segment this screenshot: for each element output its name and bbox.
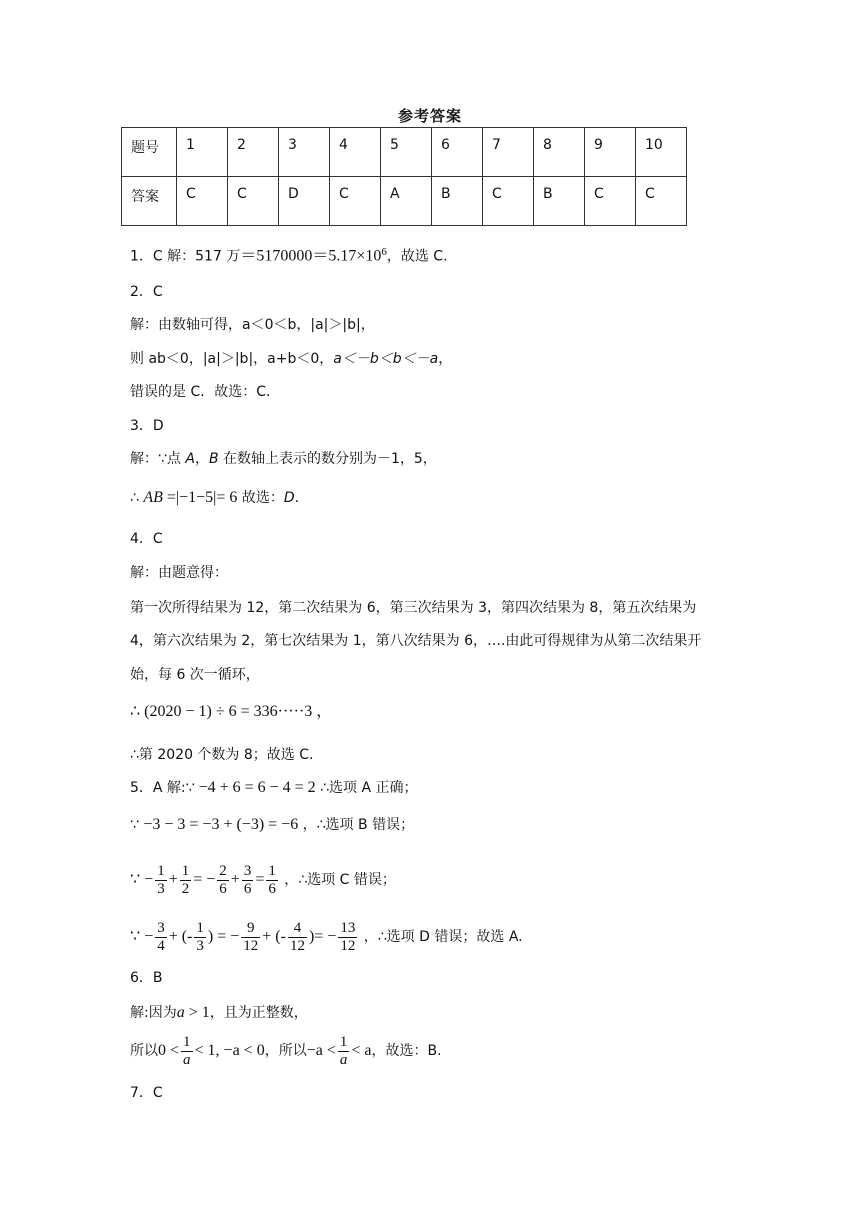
answer-cell: C [585, 177, 636, 226]
q5-eq-b: −3 − 3 = −3 + (−3) = −6 [143, 816, 299, 833]
fraction: $\frac{9}{12}$ [243, 919, 259, 954]
q2-head: 2．C [130, 284, 163, 300]
q3-choose: 故选： [237, 490, 284, 506]
q5-eq-a: −4 + 6 = 6 − 4 = 2 [194, 779, 316, 796]
q6-so-2: ，所以 [264, 1043, 307, 1059]
q5c-suffix: ，∴选项 C 错误； [279, 872, 396, 888]
q2-line-2c: ， [438, 351, 453, 367]
operator: = [255, 871, 265, 888]
q5-line-4 [130, 919, 523, 955]
q5-line-3 [130, 862, 396, 898]
question-number-cell: 10 [636, 128, 687, 177]
question-number-cell: 6 [432, 128, 483, 177]
table-row [122, 177, 687, 226]
q4-line-6: ∴第 2020 个数为 8；故选 C. [130, 747, 314, 763]
q6-ineq: > 1 [184, 1004, 210, 1021]
question-number-cell: 9 [585, 128, 636, 177]
q4-line-1: 解：由题意得： [130, 565, 228, 581]
q6-var-a: a [176, 1004, 185, 1021]
question-number-cell: 1 [177, 128, 228, 177]
fraction: $\frac{1}{a}$ [183, 1033, 191, 1068]
question-number-cell: 2 [228, 128, 279, 177]
page-title: 参考答案 [397, 107, 462, 125]
q6-line-1a: 解:因为 [130, 1005, 177, 1021]
answer-cell: C [483, 177, 534, 226]
answer-cell: C [228, 177, 279, 226]
q3-head: 3．D [130, 418, 164, 434]
q1-math: ＝5170000＝5.17×10 [240, 247, 382, 265]
q5-line-2 [130, 815, 414, 835]
q6-ineq-1: 0 < [158, 1042, 180, 1059]
fraction: $\frac{3}{6}$ [243, 862, 252, 897]
answer-cell: B [432, 177, 483, 226]
q3-line-1e: 在数轴上表示的数分别为－1，5， [218, 451, 437, 467]
q3-point-a: A [185, 451, 195, 467]
q5c-pre: ∵ − [130, 871, 154, 888]
fraction: $\frac{1}{3}$ [196, 919, 204, 954]
q4-line-5: ∴ (2020 − 1) ÷ 6 = 336·····3 ， [130, 703, 333, 720]
answer-cell: C [636, 177, 687, 226]
answer-cell: D [279, 177, 330, 226]
q6-choose: ，故选：B. [371, 1043, 442, 1059]
q5-line-1a: 5．A 解:∵ [130, 780, 195, 796]
q1-suffix: ，故选 C. [386, 248, 448, 265]
q4-line-4: 始，每 6 次一循环， [130, 667, 260, 683]
q3-equation: =|−1−5|= 6 [162, 489, 238, 506]
q4-line-3: 4，第六次结果为 2，第七次结果为 1，第八次结果为 6，….由此可得规律为从第二次结果开 [130, 633, 702, 649]
operator: + (- [168, 928, 193, 945]
q6-so: 所以 [130, 1043, 158, 1059]
q6-ineq-3: −a < [306, 1042, 336, 1059]
q4-head: 4．C [130, 531, 163, 547]
q6-line-2 [130, 1033, 442, 1069]
answer-cell: C [330, 177, 381, 226]
fraction: $\frac{3}{4}$ [157, 919, 165, 954]
q3-therefore: ∴ [130, 490, 144, 506]
q3-ab: AB [143, 489, 163, 506]
fraction: $\frac{1}{a}$ [339, 1033, 348, 1068]
q3-line-1 [130, 449, 437, 469]
q2-line-2 [130, 349, 452, 369]
operator: ) = − [207, 928, 240, 945]
question-number-cell: 3 [279, 128, 330, 177]
fraction: $\frac{1}{3}$ [157, 862, 165, 897]
q6-line-1d: ，且为正整数， [209, 1005, 308, 1021]
operator: = − [193, 871, 216, 888]
row-header-question: 题号 [122, 128, 177, 177]
q5-line-1 [130, 778, 418, 798]
q1-exponent: 6 [381, 246, 387, 258]
q3-answer: D [283, 490, 295, 506]
fraction: $\frac{2}{6}$ [219, 862, 227, 897]
q2-line-3: 错误的是 C．故选：C. [130, 384, 271, 400]
table-row [122, 128, 687, 177]
q5-line-1c: ∴选项 A 正确； [315, 780, 418, 796]
q3-line-1a: 解：∵点 [130, 451, 186, 467]
row-header-answer: 答案 [122, 177, 177, 226]
operator: + [230, 871, 240, 888]
question-number-cell: 7 [483, 128, 534, 177]
q2-line-1: 解：由数轴可得，a＜0＜b，|a|＞|b|， [130, 317, 375, 333]
q3-point-b: B [208, 451, 219, 467]
q3-line-2 [130, 488, 299, 508]
q4-line-2: 第一次所得结果为 12，第二次结果为 6，第三次结果为 3，第四次结果为 8，第五次结果为 [130, 600, 697, 616]
question-number-cell: 5 [381, 128, 432, 177]
q1-prefix: 1．C 解：517 万 [130, 248, 241, 265]
q2-line-2b: a＜－b＜b＜－a [333, 351, 439, 367]
q6-line-1 [130, 1003, 308, 1023]
q1-line [130, 242, 448, 267]
operator: + [168, 871, 178, 888]
fraction: $\frac{4}{12}$ [289, 919, 305, 954]
question-number-cell: 4 [330, 128, 381, 177]
q5d-pre: ∵ − [130, 928, 154, 945]
operator: + (- [262, 928, 286, 945]
answer-cell: A [381, 177, 432, 226]
q5-because: ∵ [130, 817, 144, 833]
q5-line-2c: ，∴选项 B 错误； [298, 817, 415, 833]
fraction: $\frac{1}{6}$ [268, 862, 276, 897]
fraction: $\frac{1}{2}$ [181, 862, 190, 897]
q7-head: 7．C [130, 1085, 163, 1101]
answer-cell: B [534, 177, 585, 226]
q3-line-1c: ， [194, 451, 209, 467]
q2-line-2a: 则 ab＜0，|a|＞|b|，a+b＜0， [130, 351, 334, 367]
q6-head: 6．B [130, 970, 163, 986]
operator: )= − [308, 928, 337, 945]
q3-period: . [294, 490, 300, 506]
question-number-cell: 8 [534, 128, 585, 177]
q6-ineq-2: < 1, −a < 0 [194, 1042, 265, 1059]
fraction: $\frac{13}{12}$ [340, 919, 356, 954]
answer-cell: C [177, 177, 228, 226]
answer-table [121, 127, 687, 226]
q6-ineq-4: < a [351, 1042, 372, 1059]
q5d-suffix: ，∴选项 D 错误；故选 A. [359, 929, 523, 945]
